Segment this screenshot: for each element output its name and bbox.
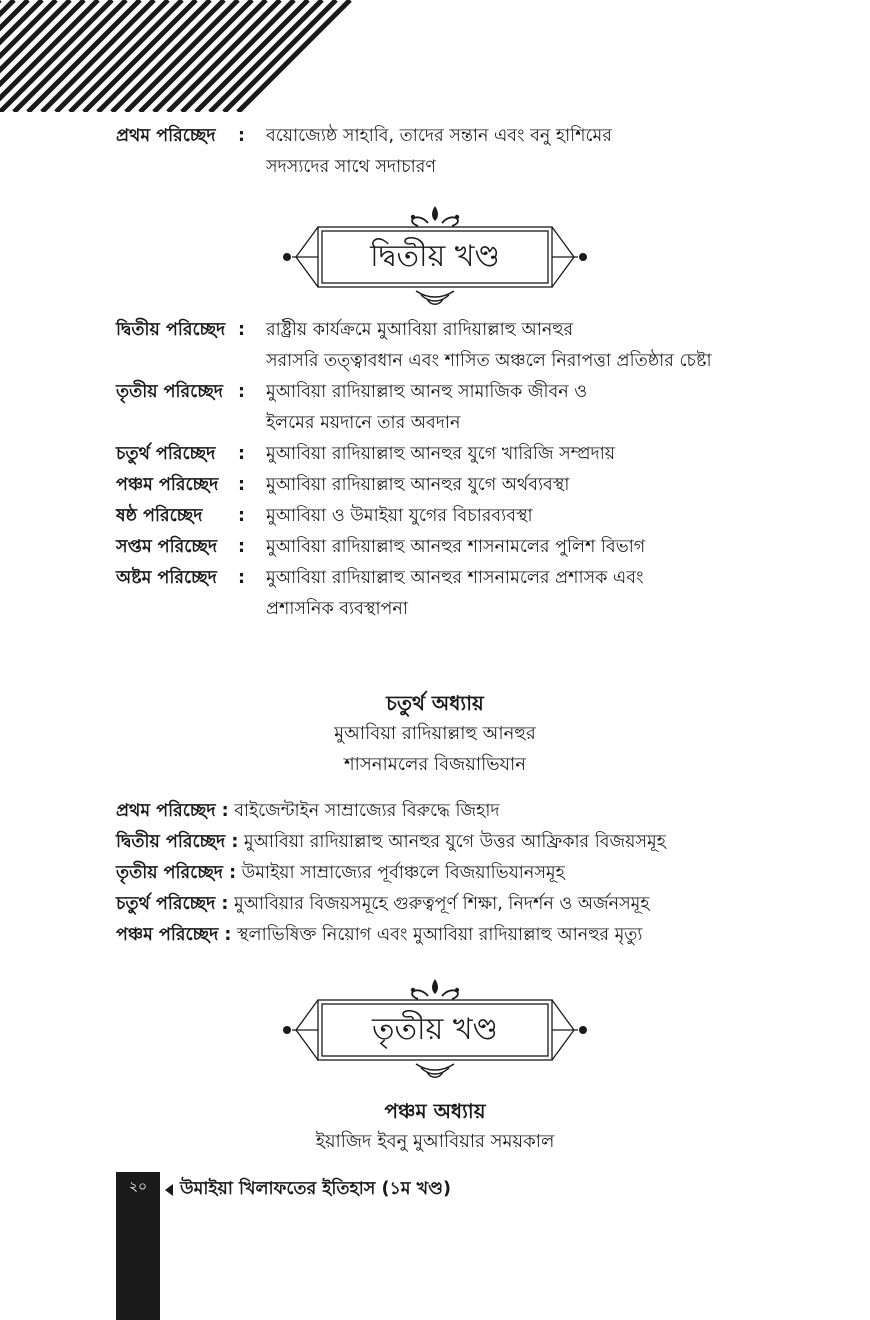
toc-chapter-title-line: সরাসরি তত্ত্বাবধান এবং শাসিত অঞ্চলে নিরাপত্তা প্রতিষ্ঠার চেষ্টা: [266, 351, 712, 371]
toc-chapter-title-line: মুআবিয়া রাদিয়াল্লাহু আনহুর শাসনামলের পুলিশ বিভাগ: [266, 537, 646, 557]
toc-entry-part2-chapter6: [116, 501, 776, 532]
corner-stripes-decoration: [0, 0, 360, 112]
toc-entry-part1-chapter1: [116, 121, 776, 183]
toc-chapter-label: প্রথম পরিচ্ছেদ: [116, 126, 216, 146]
chapter-subtitle-line: মুআবিয়া রাদিয়াল্লাহু আনহুর: [334, 723, 536, 744]
chapter4-entry-5: [116, 920, 816, 951]
toc-colon: :: [238, 382, 245, 402]
chapter-subtitle-line: শাসনামলের বিজয়াভিযান: [344, 754, 526, 775]
toc-chapter-label: ষষ্ঠ পরিচ্ছেদ: [116, 506, 203, 526]
toc-entry-part2-chapter2: [116, 315, 776, 377]
toc-chapter-title: মুআবিয়া রাদিয়াল্লাহু আনহুর যুগে উত্তর আফ্রিকার বিজয়সমূহ: [243, 832, 666, 852]
section-banner-second-part: [278, 203, 592, 309]
toc-chapter-label: অষ্টম পরিচ্ছেদ: [116, 568, 217, 588]
chapter4-entry-3: [116, 858, 816, 889]
toc-chapter-title-line: মুআবিয়া রাদিয়াল্লাহু আনহুর যুগে অর্থব্যবস্থা: [266, 475, 570, 495]
chapter4-entry-1: [116, 796, 816, 827]
toc-chapter-label: সপ্তম পরিচ্ছেদ: [116, 537, 218, 557]
toc-chapter-title-line: সদস্যদের সাথে সদাচারণ: [266, 157, 436, 177]
toc-entry-part2-chapter7: [116, 532, 776, 563]
chapter4-header: [0, 688, 870, 780]
toc-chapter-title: স্থলাভিষিক্ত নিয়োগ এবং মুআবিয়া রাদিয়াল্লাহু আনহুর মৃত্যু: [236, 925, 643, 945]
toc-colon: :: [238, 320, 245, 340]
toc-chapter-title-line: প্রশাসনিক ব্যবস্থাপনা: [266, 599, 408, 619]
chapter-subtitle-line: ইয়াজিদ ইবনু মুআবিয়ার সময়কাল: [315, 1131, 555, 1152]
toc-chapter-title-line: ইলমের ময়দানে তার অবদান: [266, 413, 461, 433]
toc-chapter-title: উমাইয়া সাম্রাজ্যের পূর্বাঞ্চলে বিজয়াভিযানসমূহ: [241, 863, 565, 883]
running-footer-title: উমাইয়া খিলাফতের ইতিহাস (১ম খণ্ড): [180, 1179, 451, 1199]
toc-chapter-title-line: রাষ্ট্রীয় কার্যক্রমে মুআবিয়া রাদিয়াল্লাহু আনহুর: [266, 320, 574, 340]
chapter4-entry-2: [116, 827, 816, 858]
toc-chapter-label: তৃতীয় পরিচ্ছেদ :: [116, 863, 237, 883]
toc-colon: :: [238, 126, 245, 146]
toc-chapter-label: প্রথম পরিচ্ছেদ :: [116, 801, 229, 821]
toc-entry-part2-chapter3: [116, 377, 776, 439]
section-banner-third-part: [278, 976, 592, 1082]
toc-colon: :: [238, 444, 245, 464]
page-number: ২০: [128, 1179, 148, 1195]
toc-chapter-label: পঞ্চম পরিচ্ছেদ :: [116, 925, 232, 945]
toc-colon: :: [238, 475, 245, 495]
toc-chapter-title: বাইজেন্টাইন সাম্রাজ্যের বিরুদ্ধে জিহাদ: [234, 801, 500, 821]
toc-chapter-label: পঞ্চম পরিচ্ছেদ: [116, 475, 219, 495]
toc-chapter-title-line: মুআবিয়া রাদিয়াল্লাহু আনহুর শাসনামলের প্রশাসক এবং: [266, 568, 644, 588]
toc-chapter-title-line: মুআবিয়া রাদিয়াল্লাহু আনহু সামাজিক জীবন ও: [266, 382, 588, 402]
toc-chapter-label: চতুর্থ পরিচ্ছেদ: [116, 444, 216, 464]
toc-chapter-label: দ্বিতীয় পরিচ্ছেদ :: [116, 832, 239, 852]
toc-chapter-title: মুআবিয়ার বিজয়সমূহে গুরুত্বপূর্ণ শিক্ষা, নিদর্শন ও অর্জনসমূহ: [233, 894, 650, 914]
toc-chapter-title-line: মুআবিয়া ও উমাইয়া যুগের বিচারব্যবস্থা: [266, 506, 533, 526]
toc-entry-part2-chapter4: [116, 439, 776, 470]
banner-title: তৃতীয় খণ্ড: [372, 1011, 498, 1047]
chapter5-header: [0, 1096, 870, 1157]
toc-chapter-label: দ্বিতীয় পরিচ্ছেদ: [116, 320, 226, 340]
chapter4-entry-4: [116, 889, 816, 920]
toc-chapter-label: চতুর্থ পরিচ্ছেদ :: [116, 894, 229, 914]
chapter-heading: পঞ্চম অধ্যায়: [384, 1099, 486, 1123]
toc-entry-part2-chapter8: [116, 563, 776, 625]
toc-colon: :: [238, 537, 245, 557]
banner-title: দ্বিতীয় খণ্ড: [370, 238, 500, 274]
toc-chapter-title-line: বয়োজ্যেষ্ঠ সাহাবি, তাদের সন্তান এবং বনু হাশিমের: [266, 126, 612, 146]
left-triangle-icon: [165, 1184, 173, 1196]
toc-colon: :: [238, 506, 245, 526]
chapter-heading: চতুর্থ অধ্যায়: [386, 691, 484, 715]
toc-chapter-label: তৃতীয় পরিচ্ছেদ: [116, 382, 223, 402]
toc-colon: :: [238, 568, 245, 588]
toc-chapter-title-line: মুআবিয়া রাদিয়াল্লাহু আনহুর যুগে খারিজি সম্প্রদায়: [266, 444, 616, 464]
toc-entry-part2-chapter5: [116, 470, 776, 501]
